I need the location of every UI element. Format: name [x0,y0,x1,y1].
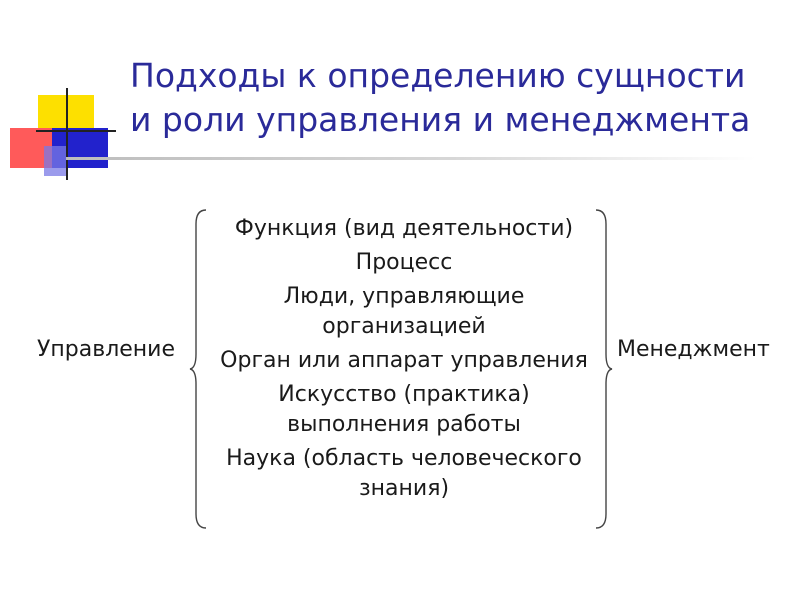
vertical-line [66,88,68,180]
list-item: Люди, управляющие организацией [283,284,525,339]
list-item: Орган или аппарат управления [220,348,588,373]
list-item: Наука (область человеческого знания) [226,446,582,501]
title-underline [66,157,756,160]
left-curly-brace [188,208,208,530]
list-item: Процесс [355,250,453,275]
list-item: Функция (вид деятельности) [234,216,574,241]
slide-title [130,54,790,142]
horizontal-line [36,130,116,132]
title-line-2: и роли управления и менеджмента [130,100,751,139]
light-blue-square [44,146,66,176]
left-label: Управление [37,337,176,362]
title-line-1: Подходы к определению сущности [130,56,746,95]
right-label: Менеджмент [617,337,770,362]
approaches-list [206,214,602,508]
list-item: Искусство (практика) выполнения работы [278,382,530,437]
